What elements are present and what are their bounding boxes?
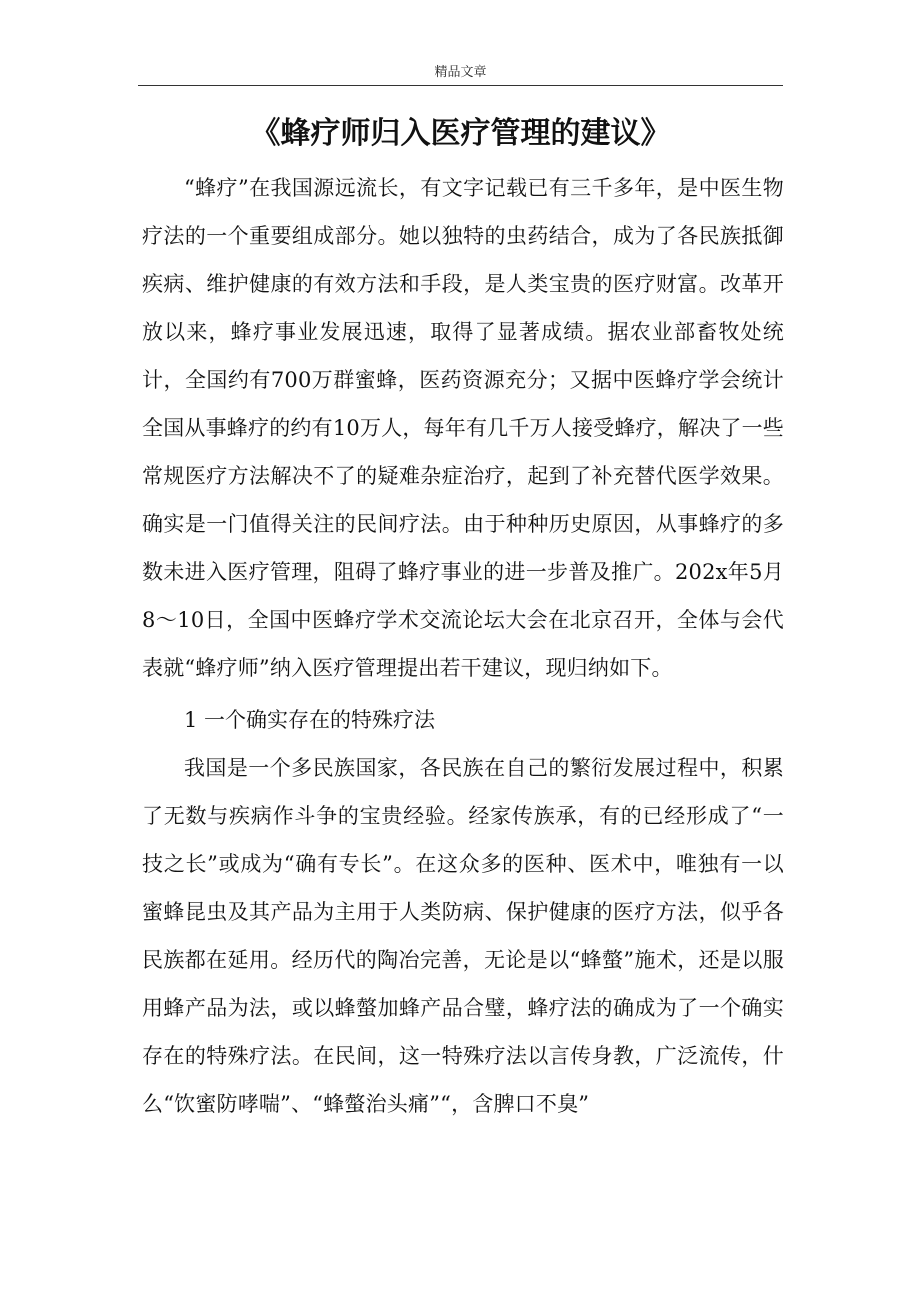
header-divider — [138, 85, 783, 86]
document-title: 《蜂疗师归入医疗管理的建议》 — [250, 116, 671, 151]
section-1-paragraph: 我国是一个多民族国家，各民族在自己的繁衍发展过程中，积累了无数与疾病作斗争的宝贵经验。经家传族承，有的已经形成了“一技之长”或成为“确有专长”。在这众多的医种、医术中，唯独有一以蜜蜂昆虫及其产品为主用于人类防病、保护健康的医疗方法，似乎各民族都在延用。经历代的陶冶完善，无论是以“蜂螫”施术，还是以服用蜂产品为法，或以蜂螫加蜂产品合璧，蜂疗法的确成为了一个确实存在的特殊疗法。在民间，这一特殊疗法以言传身教，广泛流传，什么“饮蜜防哮喘”、“蜂螫治头痛”“，含脾口不臭” — [142, 756, 784, 1116]
document-body — [142, 164, 784, 1128]
intro-paragraph: “蜂疗”在我国源远流长，有文字记载已有三千多年，是中医生物疗法的一个重要组成部分。她以独特的虫药结合，成为了各民族抵御疾病、维护健康的有效方法和手段，是人类宝贵的医疗财富。改革开放以来，蜂疗事业发展迅速，取得了显著成绩。据农业部畜牧处统计，全国约有700万群蜜蜂，医药资源充分；又据中医蜂疗学会统计全国从事蜂疗的约有10万人，每年有几千万人接受蜂疗，解决了一些常规医疗方法解决不了的疑难杂症治疗，起到了补充替代医学效果。确实是一门值得关注的民间疗法。由于种种历史原因，从事蜂疗的多数未进入医疗管理，阻碍了蜂疗事业的进一步普及推广。202x年5月8～10日，全国中医蜂疗学术交流论坛大会在北京召开，全体与会代表就“蜂疗师”纳入医疗管理提出若干建议，现归纳如下。 — [142, 176, 784, 680]
running-header: 精品文章 — [434, 65, 487, 80]
section-heading-1: 1 一个确实存在的特殊疗法 — [184, 708, 436, 732]
